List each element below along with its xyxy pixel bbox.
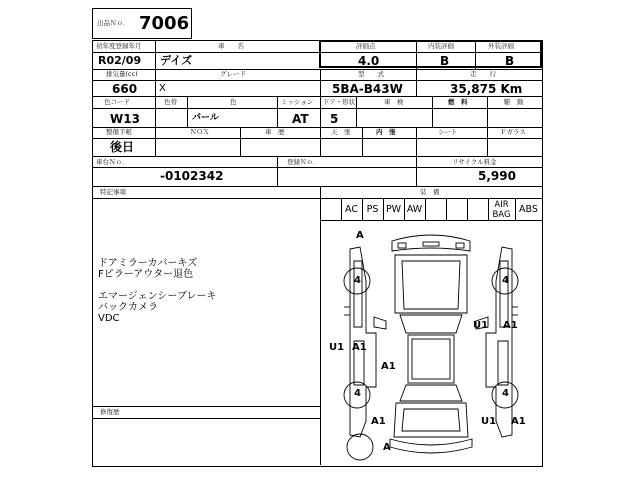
label-color: 色 [230,98,237,106]
note-line: Fピラーアウター退色 [98,269,194,280]
label-color-code: 色コード [104,98,130,106]
note-line: ドアミラーカバーキズ [98,258,198,269]
equip-airbag: AIR BAG [492,200,511,220]
damage-mark: 4 [354,275,361,286]
label-drive: 駆 動 [504,98,524,106]
lot-number-value: 7006 [139,13,190,34]
value-color: パール [192,113,219,123]
value-displacement: 660 [112,82,138,96]
damage-mark: 4 [502,275,509,286]
label-manual: 整備手帳 [106,128,132,136]
label-interior: 内装評価 [428,42,454,50]
label-reg-no: 登録Ｎｏ． [287,158,320,166]
damage-mark: A1 [371,416,386,427]
label-car-name: 車 名 [218,42,244,50]
value-exterior: B [505,54,515,68]
value-grade: X [159,83,166,94]
label-chassis-no: 車台Ｎｏ． [96,158,129,166]
damage-mark: A [356,230,364,241]
label-exterior: 外装評価 [488,42,514,50]
value-interior: B [440,54,450,68]
equip-aw: AW [406,204,423,215]
label-seat: シート [438,128,458,136]
damage-mark: A1 [381,361,396,372]
damage-mark: 4 [502,388,509,399]
value-chassis-no: -0102342 [160,169,224,183]
hood-outline [395,255,467,313]
label-color-change: 色替 [164,98,177,106]
label-equipment: 装 備 [420,188,440,196]
value-recycle: 5,990 [478,169,516,183]
label-score: 評価点 [356,42,376,50]
windshield-outline [400,315,462,333]
equip-pw: PW [385,204,402,215]
roof-outline [408,335,454,383]
label-reg-year: 初年度登録年月 [96,42,142,50]
label-history: 車 歴 [265,128,285,136]
value-doors: 5 [330,112,339,126]
label-nox: ＮＯＸ [190,128,210,136]
damage-mark: 4 [354,388,361,399]
label-mileage: 走 行 [470,70,496,78]
label-doors: ドア・形状 [323,98,356,106]
label-ceiling: 天 張 [331,128,351,136]
label-fuel: 燃 料 [448,98,468,106]
label-recycle: リサイクル料金 [452,158,497,166]
note-line: VDC [98,313,120,324]
label-model: 型 式 [358,70,384,78]
note-line: エマージェンシーブレーキ [98,291,217,302]
note-line [98,280,308,291]
label-interior-lining: 内 張 [376,128,396,136]
rear-outline [394,403,468,437]
lot-number-label: 出品Ｎｏ． [97,19,130,27]
damage-mark: U1 [481,416,497,427]
notes-list [98,258,308,324]
damage-mark: U1 [329,342,345,353]
lot-number-box [92,8,192,39]
label-repair-history: 修復歴 [100,408,120,416]
value-car-name: デイズ [160,54,193,67]
damage-mark: U1 [473,320,489,331]
equip-ps: PS [366,204,379,215]
value-mileage: 35,875 Km [450,82,523,96]
label-mission: ミッション [281,98,314,106]
value-reg-year: R02/09 [98,54,142,67]
equip-ac: AC [345,204,358,215]
label-displacement: 排気量(cc) [106,70,138,78]
value-mission: AT [292,112,309,126]
damage-mark: A1 [503,320,518,331]
label-f-glass: Ｆガラス [500,128,526,136]
value-model: 5BA-B43W [332,82,403,96]
damage-mark: A [383,442,391,453]
label-notes: 特記事項 [100,188,126,196]
note-line: バックカメラ [98,302,158,313]
value-manual: 後日 [110,140,135,154]
damage-mark: A1 [511,416,526,427]
label-inspection: 車 検 [384,98,404,106]
equip-abs: ABS [519,204,538,215]
label-grade: グレード [220,70,246,78]
value-color-code: W13 [110,112,140,126]
spare-tire [347,434,373,460]
damage-mark: A1 [352,342,367,353]
value-score: 4.0 [358,54,380,68]
